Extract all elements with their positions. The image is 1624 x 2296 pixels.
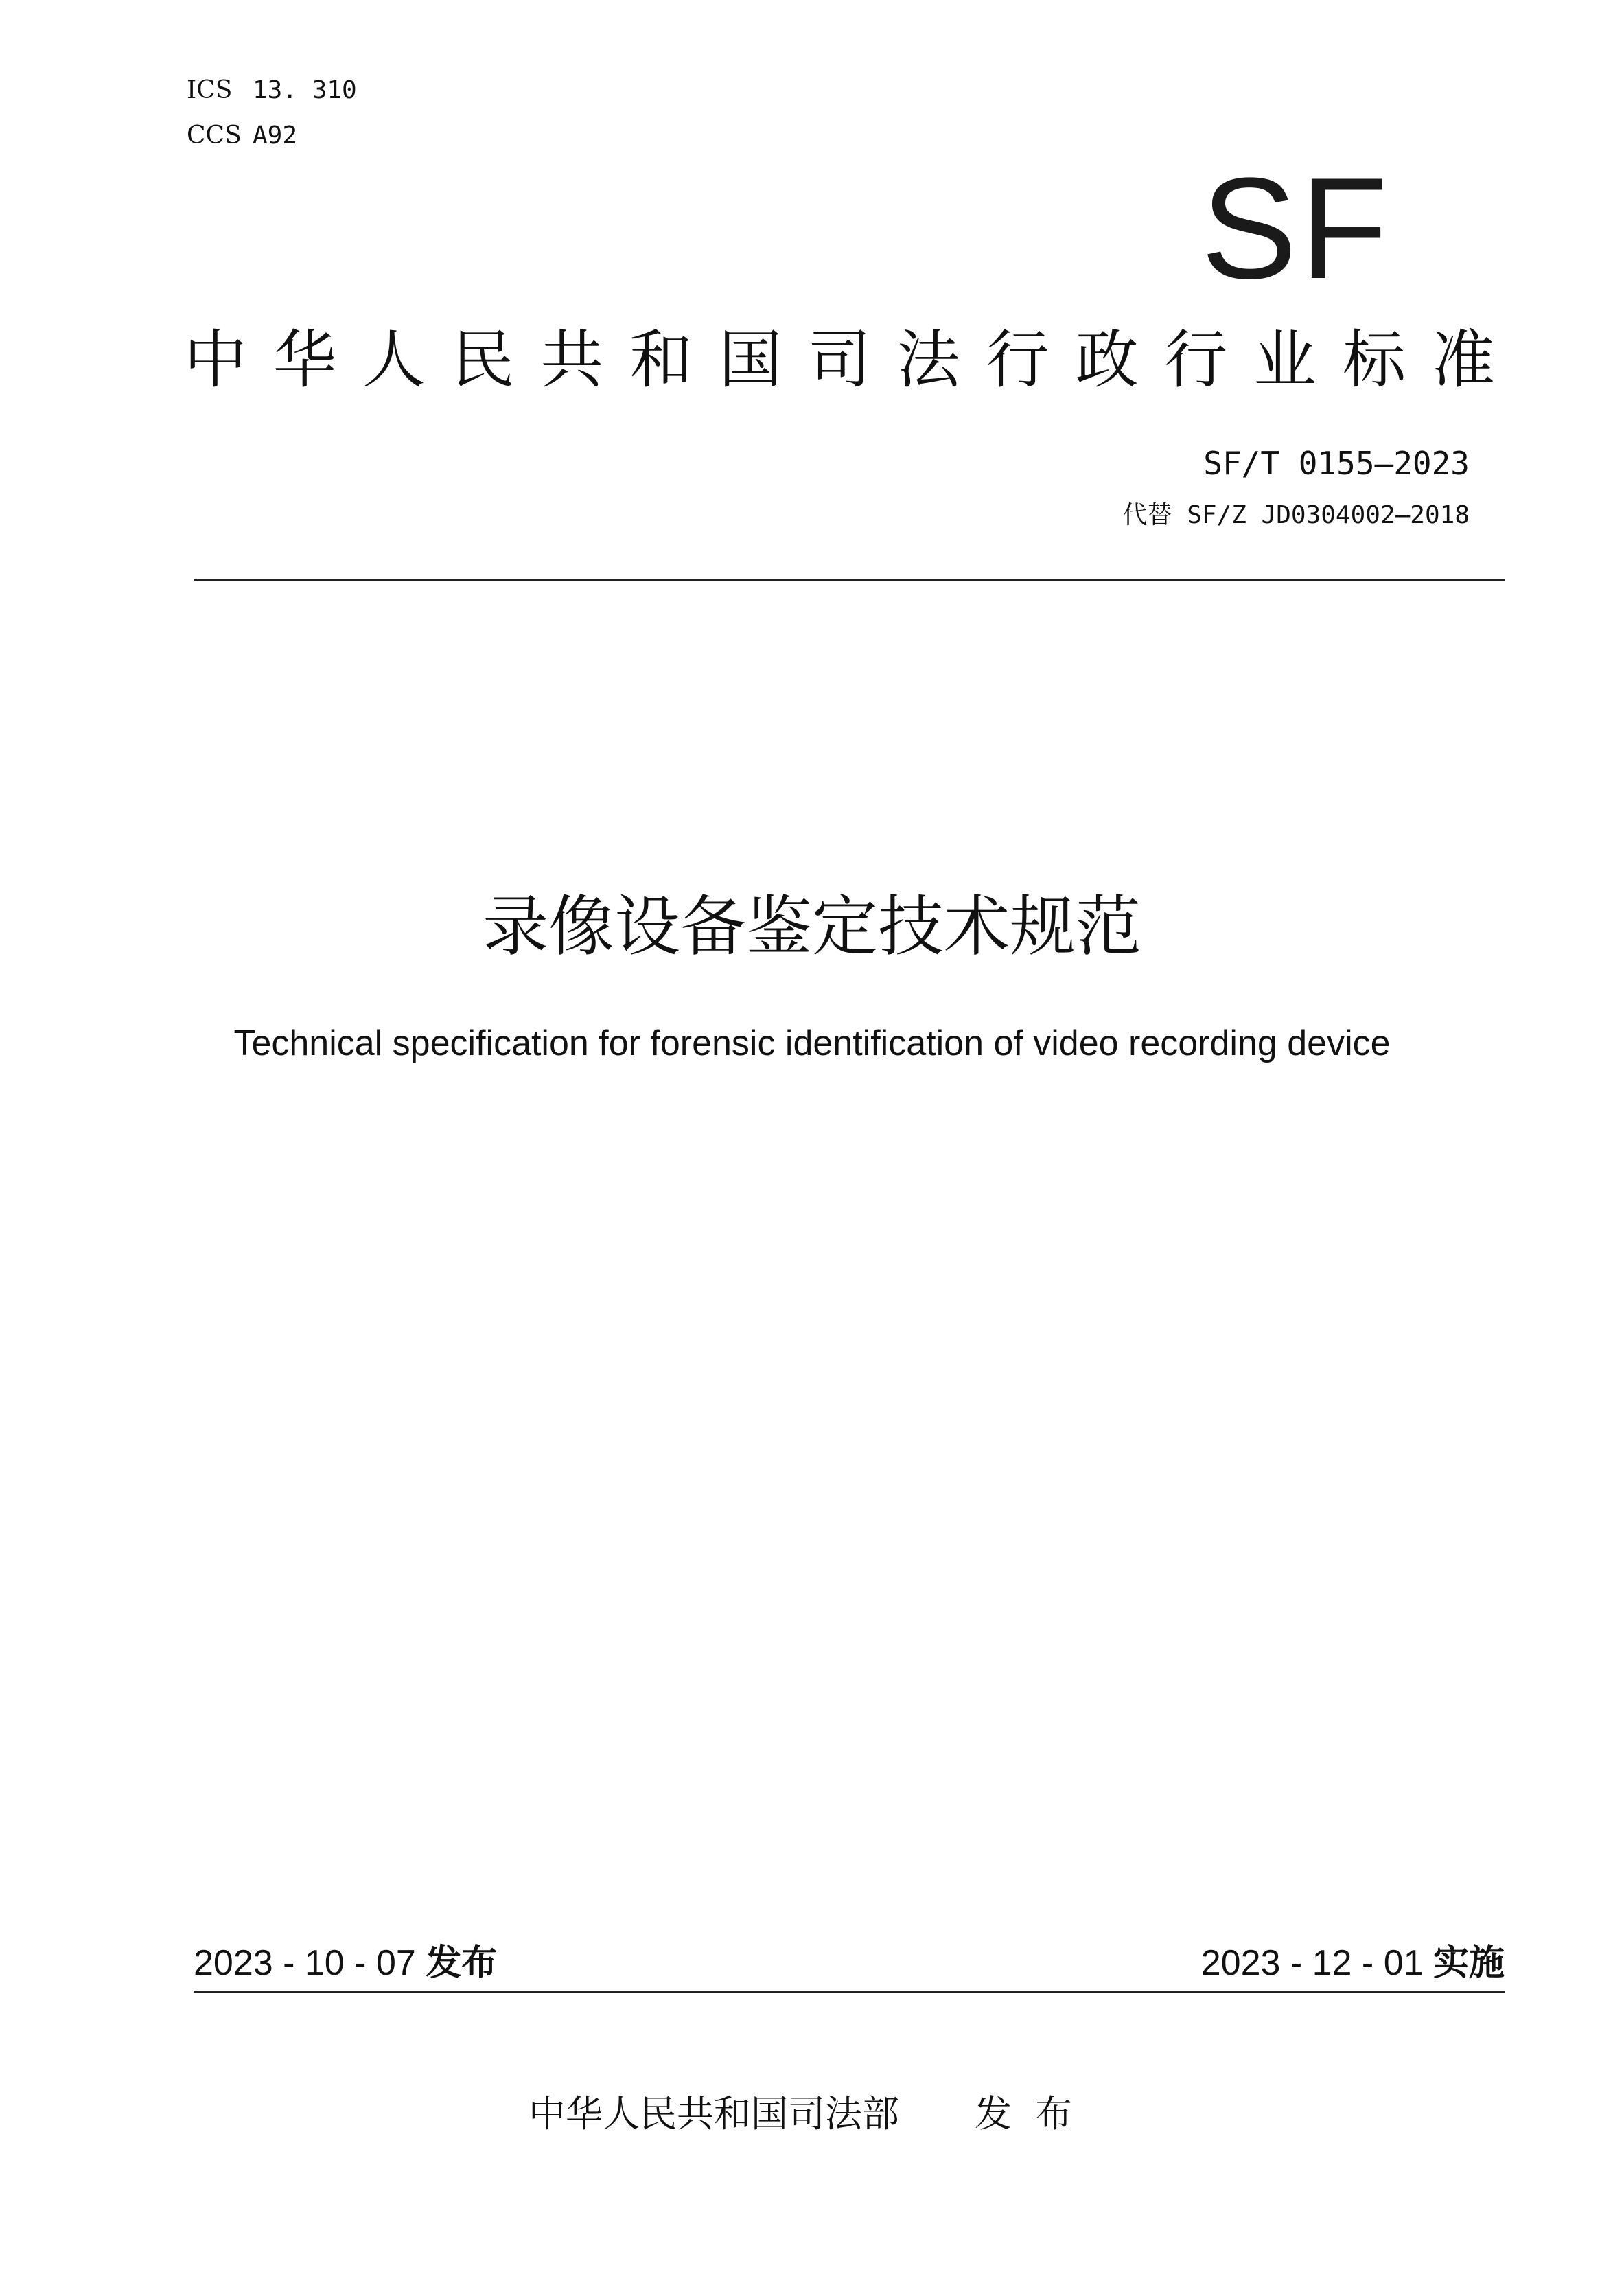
top-divider (194, 579, 1505, 581)
title-char: 法 (896, 323, 960, 397)
ics-value: 13. 310 (253, 76, 357, 104)
implement-label: 实施 (1432, 1943, 1505, 1984)
ics-line (187, 76, 357, 106)
title-char: 华 (272, 323, 336, 397)
title-char: 共 (540, 323, 604, 397)
standard-type-title (184, 317, 1495, 397)
sf-logo: SF (1200, 148, 1391, 309)
issue-date (194, 1941, 497, 1985)
publisher-line (0, 2090, 1624, 2138)
ccs-label: CCS (187, 121, 242, 150)
standard-number: SF/T 0155—2023 (1203, 445, 1470, 482)
bottom-divider (194, 1991, 1505, 1993)
implement-date-value: 2023 - 12 - 01 (1200, 1943, 1424, 1983)
ics-label: ICS (187, 76, 233, 104)
title-char: 行 (1164, 323, 1228, 397)
title-char: 民 (451, 323, 515, 397)
title-char: 业 (1253, 323, 1317, 397)
title-char: 准 (1431, 323, 1495, 397)
title-char: 和 (629, 323, 693, 397)
publisher-name: 中华人民共和国司法部 (529, 2092, 899, 2135)
title-char: 标 (1342, 323, 1406, 397)
title-char: 中 (184, 323, 248, 397)
ccs-line (187, 121, 297, 151)
publisher-action: 发布 (975, 2092, 1095, 2135)
issue-label: 发布 (426, 1943, 498, 1984)
title-char: 司 (807, 323, 871, 397)
title-char: 国 (719, 323, 782, 397)
document-title-cn: 录像设备鉴定技术规范 (483, 888, 1141, 965)
document-title-en: Technical specification for forensic identification of video recording device (233, 1023, 1391, 1063)
implement-date (1201, 1941, 1505, 1985)
issue-date-value: 2023 - 10 - 07 (194, 1943, 416, 1983)
title-char: 政 (1075, 323, 1139, 397)
ccs-value: A92 (253, 121, 298, 150)
title-char: 人 (362, 323, 426, 397)
title-char: 行 (986, 323, 1049, 397)
replaces-standard: 代替 SF/Z JD0304002—2018 (1122, 501, 1470, 529)
